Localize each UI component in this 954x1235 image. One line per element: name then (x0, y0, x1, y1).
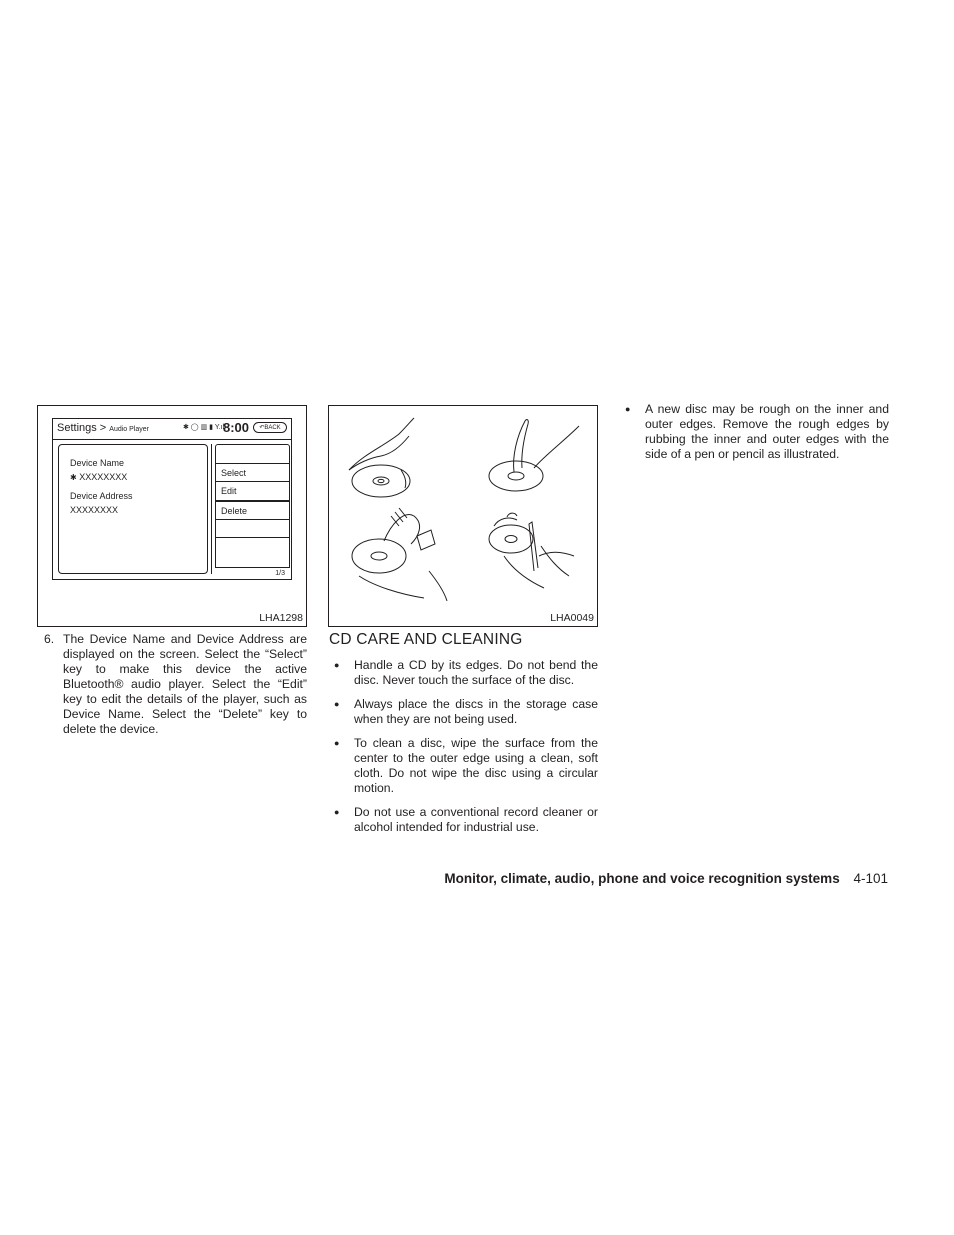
back-arrow-icon: ↶ (259, 425, 265, 431)
page-number: 4-101 (853, 871, 888, 886)
menu-empty-2 (216, 537, 289, 555)
screen-menu (215, 444, 290, 568)
device-address-label: Device Address (70, 491, 133, 501)
header-divider (53, 439, 291, 440)
screen-mockup (52, 418, 292, 580)
cd-handling-illustration (329, 406, 597, 611)
bluetooth-icon: ✱ (70, 473, 77, 482)
figure-label: LHA0049 (550, 612, 594, 624)
cd-care-list (329, 658, 598, 844)
figure-audio-player-screen (37, 405, 307, 627)
list-item: ● Do not use a conventional record cleaner or alcohol intended for industrial use. (329, 805, 598, 835)
back-button: ↶BACK (253, 422, 287, 433)
menu-delete: Delete (216, 500, 289, 518)
device-name-label: Device Name (70, 458, 125, 468)
device-address-value: XXXXXXXX (70, 505, 119, 515)
figure-label: LHA1298 (259, 612, 303, 624)
list-item: ● A new disc may be rough on the inner and outer edges. Remove the rough edges by rubbing the inner and outer edges with the side of a pen or pencil as illustrated. (620, 402, 889, 462)
list-item: ● Handle a CD by its edges. Do not bend the disc. Never touch the surface of the disc. (329, 658, 598, 688)
menu-empty-1 (216, 519, 289, 537)
list-item: ● Always place the discs in the storage case when they are not being used. (329, 697, 598, 727)
page-indicator: 1/3 (275, 570, 285, 577)
screen-title: Settings > Audio Player (57, 422, 149, 434)
footer-section-title: Monitor, climate, audio, phone and voice recognition systems (444, 871, 840, 886)
cd-pen-edges-icon (489, 513, 574, 588)
menu-edit: Edit (216, 481, 289, 499)
screen-breadcrumb: Audio Player (109, 426, 149, 433)
scroll-divider (211, 444, 212, 574)
device-name-value: ✱ XXXXXXXX (70, 472, 128, 482)
figure-cd-handling (328, 405, 598, 627)
section-heading: CD CARE AND CLEANING (329, 631, 523, 648)
list-item: ● To clean a disc, wipe the surface from the center to the outer edge using a clean, soft cloth. Do not wipe the disc using a circular motion. (329, 736, 598, 796)
step-text: The Device Name and Device Address are displayed on the screen. Select the “Select” key to make this device the active Bluetooth® audio player. Select the “Edit” key to edit the details of the player, such as Device Name. Select the “Delete” key to delete the device. (63, 632, 307, 736)
cd-hold-edges-icon (349, 418, 414, 497)
cd-wipe-cloth-icon (352, 508, 447, 601)
cd-center-hold-icon (489, 420, 579, 491)
cd-care-list-continued (620, 402, 889, 471)
status-icons: ✱ ◯ ▥ ▮ Y.ıl (183, 424, 225, 431)
device-info-panel (58, 444, 208, 574)
step-6 (44, 632, 307, 737)
clock-time: 8:00 (223, 420, 250, 435)
page-footer (444, 871, 888, 886)
menu-select: Select (216, 463, 289, 481)
step-number: 6. (44, 632, 55, 646)
